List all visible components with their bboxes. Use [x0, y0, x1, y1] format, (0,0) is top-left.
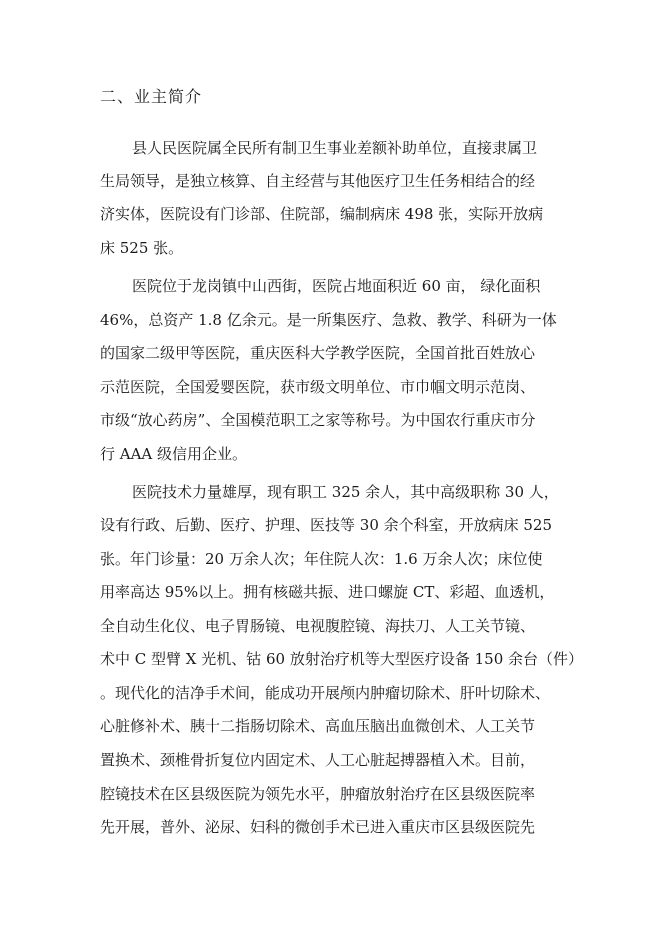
paragraph-3-line-6: 术中 C 型臂 X 光机、钴 60 放射治疗机等大型医疗设备 150 余台（件）	[100, 650, 584, 668]
paragraph-3-line-11: 先开展，普外、泌尿、妇科的微创手术已进入重庆市区县级医院先	[100, 818, 536, 836]
paragraph-3-line-1: 医院技术力量雄厚，现有职工 325 余人，其中高级职称 30 人，	[132, 483, 559, 501]
paragraph-3-line-7: 。现代化的洁净手术间，能成功开展颅内肿瘤切除术、肝叶切除术、	[100, 684, 551, 702]
paragraph-3-line-2: 设有行政、后勤、医疗、护理、医技等 30 余个科室，开放病床 525	[100, 516, 553, 534]
paragraph-3-line-4: 用率高达 95%以上。拥有核磁共振、进口螺旋 CT、彩超、血透机，	[100, 583, 555, 601]
paragraph-2-line-5: 市级“放心药房”、全国模范职工之家等称号。为中国农行重庆市分	[100, 411, 536, 429]
section-heading: 二、业主简介	[100, 87, 203, 106]
paragraph-1-line-3: 济实体，医院设有门诊部、住院部，编制病床 498 张，实际开放病	[100, 205, 544, 223]
paragraph-2-line-2: 46%，总资产 1.8 亿余元。是一所集医疗、急救、教学、科研为一体	[100, 311, 557, 329]
paragraph-1-line-2: 生局领导，是独立核算、自主经营与其他医疗卫生任务相结合的经	[100, 172, 536, 190]
paragraph-2-line-3: 的国家二级甲等医院，重庆医科大学教学医院，全国首批百姓放心	[100, 344, 536, 362]
paragraph-1-line-1: 县人民医院属全民所有制卫生事业差额补助单位，直接隶属卫	[132, 139, 538, 157]
paragraph-3-line-5: 全自动生化仪、电子胃肠镜、电视腹腔镜、海扶刀、人工关节镜、	[100, 617, 536, 635]
paragraph-2-line-4: 示范医院，全国爱婴医院，获市级文明单位、市巾帼文明示范岗、	[100, 378, 536, 396]
paragraph-3-line-8: 心脏修补术、胰十二指肠切除术、高血压脑出血微创术、人工关节	[100, 717, 536, 735]
paragraph-3-line-3: 张。年门诊量：20 万余人次；年住院人次：1.6 万余人次；床位使	[100, 550, 543, 568]
paragraph-3-line-10: 腔镜技术在区县级医院为领先水平，肿瘤放射治疗在区县级医院率	[100, 785, 536, 803]
paragraph-1-line-4: 床 525 张。	[100, 239, 184, 257]
paragraph-2-line-6: 行 AAA 级信用企业。	[100, 445, 248, 463]
paragraph-3-line-9: 置换术、颈椎骨折复位内固定术、人工心脏起搏器植入术。目前，	[100, 751, 536, 769]
paragraph-2-line-1: 医院位于龙岗镇中山西街，医院占地面积近 60 亩， 绿化面积	[132, 277, 541, 295]
